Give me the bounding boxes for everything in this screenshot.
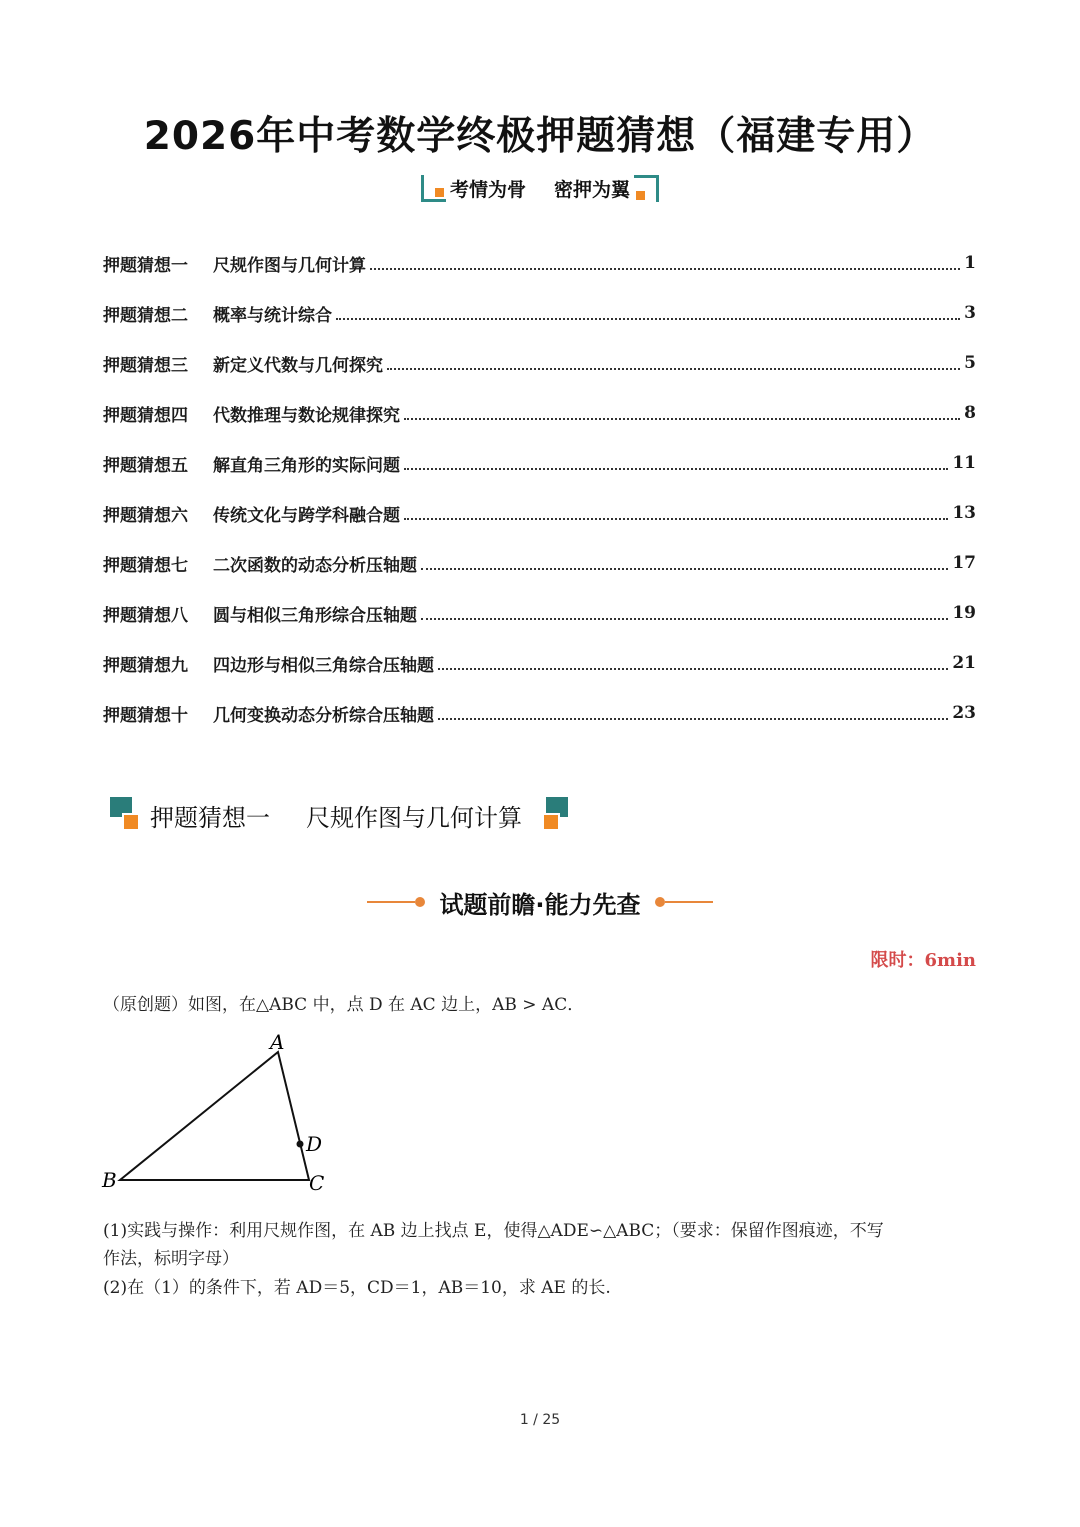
toc-number: 押题猜想六 — [103, 505, 188, 526]
toc-leader — [421, 618, 948, 620]
toc-number: 押题猜想八 — [103, 605, 188, 626]
section-heading — [110, 793, 572, 837]
toc-number: 押题猜想一 — [103, 255, 188, 276]
toc-entry[interactable] — [103, 488, 976, 538]
toc-leader — [421, 568, 948, 570]
toc-page: 5 — [964, 353, 976, 373]
section-number: 押题猜想一 — [150, 803, 270, 832]
toc-leader — [404, 418, 960, 420]
toc-page: 1 — [964, 253, 976, 273]
toc-entry[interactable] — [103, 238, 976, 288]
toc-number: 押题猜想五 — [103, 455, 188, 476]
toc-entry[interactable] — [103, 638, 976, 688]
toc-title: 二次函数的动态分析压轴题 — [213, 555, 417, 576]
caption-dot-right-icon — [655, 897, 665, 907]
toc-entry[interactable] — [103, 388, 976, 438]
triangle-figure — [95, 1030, 345, 1200]
toc-entry[interactable] — [103, 588, 976, 638]
toc-title: 尺规作图与几何计算 — [213, 255, 366, 276]
toc-entry[interactable] — [103, 338, 976, 388]
toc-title: 四边形与相似三角综合压轴题 — [213, 655, 434, 676]
question-part1-line2: 作法，标明字母） — [103, 1249, 239, 1269]
time-limit: 限时：6min — [870, 950, 976, 971]
toc-page: 23 — [952, 703, 976, 723]
toc-leader — [387, 368, 960, 370]
toc-title: 圆与相似三角形综合压轴题 — [213, 605, 417, 626]
toc-number: 押题猜想九 — [103, 655, 188, 676]
page-number: 1 / 25 — [519, 1412, 561, 1428]
table-of-contents — [103, 238, 976, 738]
caption-banner — [0, 882, 1080, 922]
toc-page: 8 — [964, 403, 976, 423]
caption-text: 试题前瞻·能力先查 — [439, 890, 641, 919]
section-icon-right — [542, 797, 572, 833]
toc-page: 19 — [952, 603, 976, 623]
caption-line-right — [665, 901, 713, 903]
question-part2: (2)在（1）的条件下，若 AD＝5，CD＝1，AB＝10，求 AE 的长. — [103, 1278, 611, 1298]
section-icon — [110, 797, 140, 833]
toc-entry[interactable] — [103, 538, 976, 588]
toc-title: 新定义代数与几何探究 — [213, 355, 383, 376]
subtitle-left: 考情为骨 — [449, 178, 526, 201]
section-title: 尺规作图与几何计算 — [306, 803, 522, 832]
toc-leader — [438, 718, 948, 720]
toc-number: 押题猜想四 — [103, 405, 188, 426]
toc-page: 17 — [952, 553, 976, 573]
toc-number: 押题猜想二 — [103, 305, 188, 326]
subtitle-banner — [0, 172, 1080, 204]
label-d: D — [306, 1132, 323, 1156]
toc-number: 押题猜想十 — [103, 705, 188, 726]
question-part1-line1: (1)实践与操作：利用尺规作图，在 AB 边上找点 E，使得△ADE∽△ABC；（要求：保留作图痕迹，不写 — [103, 1221, 884, 1241]
question-stem: （原创题）如图，在△ABC 中，点 D 在 AC 边上，AB > AC． — [103, 995, 585, 1015]
toc-title: 解直角三角形的实际问题 — [213, 455, 400, 476]
toc-page: 21 — [952, 653, 976, 673]
toc-title: 传统文化与跨学科融合题 — [213, 505, 400, 526]
bracket-left-icon — [421, 175, 446, 202]
toc-leader — [336, 318, 960, 320]
toc-entry[interactable] — [103, 288, 976, 338]
toc-entry[interactable] — [103, 438, 976, 488]
toc-title: 概率与统计综合 — [213, 305, 332, 326]
label-c: C — [309, 1171, 325, 1195]
toc-leader — [370, 268, 960, 270]
subtitle-right: 密押为翼 — [554, 178, 631, 201]
toc-page: 3 — [964, 303, 976, 323]
toc-title: 代数推理与数论规律探究 — [213, 405, 400, 426]
toc-number: 押题猜想七 — [103, 555, 188, 576]
toc-page: 13 — [952, 503, 976, 523]
caption-line-left — [367, 901, 415, 903]
toc-number: 押题猜想三 — [103, 355, 188, 376]
toc-entry[interactable] — [103, 688, 976, 738]
point-d-icon — [297, 1141, 304, 1148]
label-a: A — [270, 1030, 285, 1054]
toc-leader — [404, 518, 948, 520]
toc-title: 几何变换动态分析综合压轴题 — [213, 705, 434, 726]
document-title: 2026年中考数学终极押题猜想（福建专用） — [143, 114, 937, 159]
caption-dot-left-icon — [415, 897, 425, 907]
toc-page: 11 — [952, 453, 976, 473]
toc-leader — [404, 468, 948, 470]
label-b: B — [102, 1168, 117, 1192]
bracket-right-icon — [634, 175, 659, 202]
toc-leader — [438, 668, 948, 670]
